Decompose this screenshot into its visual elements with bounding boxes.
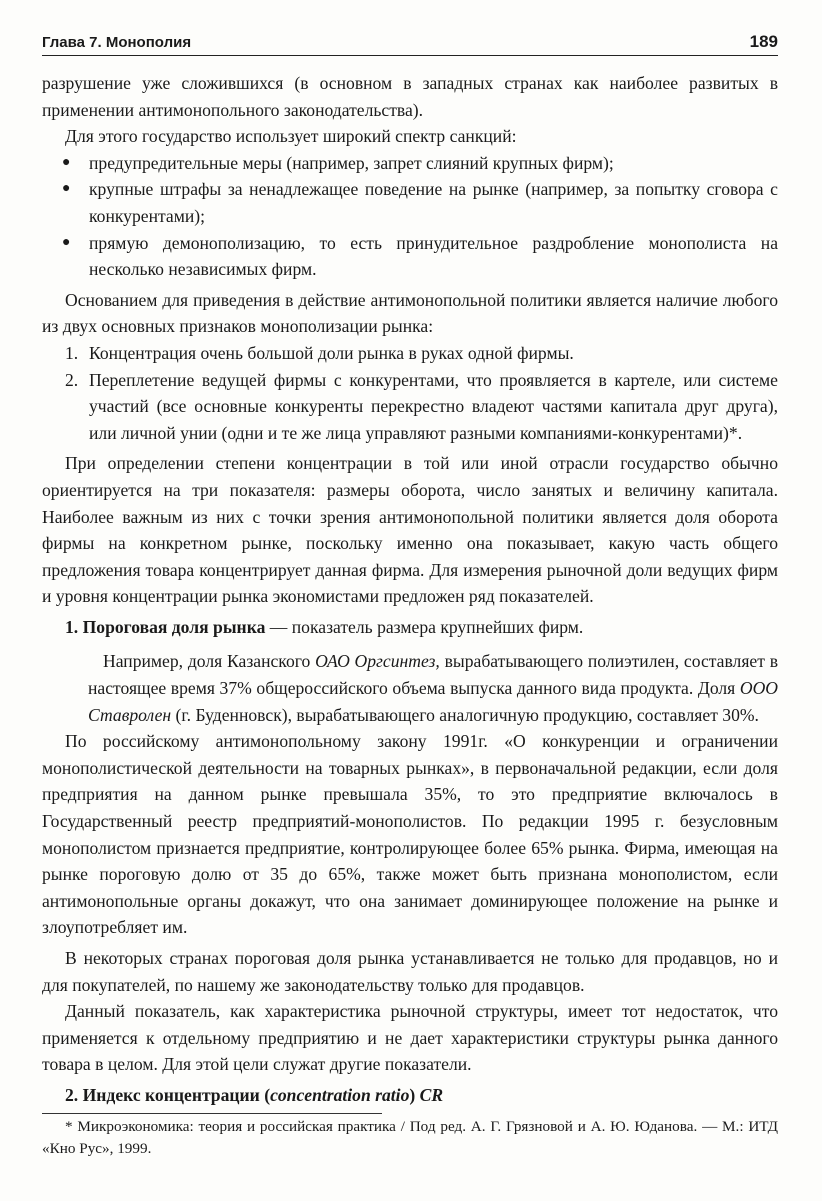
bullet-icon: ● bbox=[62, 234, 71, 250]
paragraph: Основанием для приведения в действие антимонопольной политики является наличие любого из двух основных признаков монополизации рынка: bbox=[42, 289, 778, 337]
list-item: 2. Переплетение ведущей фирмы с конкурентами, что проявляется в картеле, или системе участий (все основные конкуренты перекрестно владеют частями капитала друг друга), или личной унии (одни и те же лица управляют разными компаниями-конкурентами)*. bbox=[65, 369, 778, 443]
page-body bbox=[42, 70, 778, 1160]
paragraph: Данный показатель, как характеристика рыночной структуры, имеет тот недостаток, что применяется к отдельному предприятию и не дает характеристики структуры рынка данного товара в целом. Для этой цели служат другие показатели. bbox=[42, 1001, 778, 1075]
running-header bbox=[42, 32, 778, 56]
example-paragraph: Например, доля Казанского ОАО Оргсинтез, вырабатывающего полиэтилен, составляет в настоящее время 37% общероссийского объема выпуска данного вида продукта. Доля ООО Ставролен (г. Буденновск), вырабатывающего аналогичную продукцию, составляет 30%. bbox=[88, 651, 779, 725]
footnote-divider bbox=[42, 1113, 382, 1114]
section-heading-concentration-ratio: 2. Индекс концентрации (concentration ratio) CR bbox=[65, 1084, 444, 1105]
sanctions-list bbox=[42, 150, 778, 283]
paragraph: В некоторых странах пороговая доля рынка устанавливается не только для продавцов, но и для покупателей, по нашему же законодательству только для продавцов. bbox=[42, 948, 778, 995]
bullet-icon: ● bbox=[62, 181, 71, 197]
paragraph: При определении степени концентрации в той или иной отрасли государство обычно ориентируется на три показателя: размеры оборота, число занятых и величину капитала. Наиболее важным из них с точки зрения антимонопольной политики является доля оборота фирмы на конкретном рынке, поскольку именно она показывает, какую часть общего предложения товара концентрирует данная фирма. Для измерения рыночной доли ведущих фирм и уровня концентрации рынка экономистами предложен ряд показателей. bbox=[42, 453, 778, 607]
list-item: 1. Концентрация очень большой доли рынка в руках одной фирмы. bbox=[65, 342, 574, 363]
list-item: ● крупные штрафы за ненадлежащее поведение на рынке (например, за попытку сговора с конкурентами); bbox=[42, 176, 778, 229]
footnote: * Микроэкономика: теория и российская практика / Под ред. А. Г. Грязновой и А. Ю. Юданова. — М.: ИТД «Кно Рус», 1999. bbox=[42, 1117, 778, 1157]
list-item: ● прямую демонополизацию, то есть принудительное раздробление монополиста на несколько независимых фирм. bbox=[42, 230, 778, 283]
section-heading-threshold-share: 1. Пороговая доля рынка — показатель размера крупнейших фирм. bbox=[65, 616, 584, 637]
monopoly-signs-list bbox=[42, 340, 778, 446]
paragraph: Для этого государство использует широкий спектр санкций: bbox=[65, 126, 517, 147]
book-page bbox=[42, 32, 778, 1160]
bullet-icon: ● bbox=[62, 154, 71, 170]
paragraph: разрушение уже сложившихся (в основном в западных странах как наиболее развитых в применении антимонопольного законодательства). bbox=[42, 73, 778, 120]
paragraph: По российскому антимонопольному закону 1991г. «О конкуренции и ограничении монополистической деятельности на товарных рынках», в первоначальной редакции, если доля предприятия на данном рынке превышала 35%, то это предприятие включалось в Государственный реестр предприятий-монополистов. По редакции 1995 г. безусловным монополистом признается предприятие, контролирующее более 65% рынка. Фирма, имеющая на рынке пороговую долю от 35 до 65%, также может быть признана монополистом, если антимонопольные органы докажут, что она занимает доминирующее положение на рынке и злоупотребляет им. bbox=[42, 731, 778, 938]
page-number: 189 bbox=[749, 32, 778, 51]
chapter-title: Глава 7. Монополия bbox=[42, 34, 192, 51]
list-item: ● предупредительные меры (например, запрет слияний крупных фирм); bbox=[42, 150, 778, 177]
